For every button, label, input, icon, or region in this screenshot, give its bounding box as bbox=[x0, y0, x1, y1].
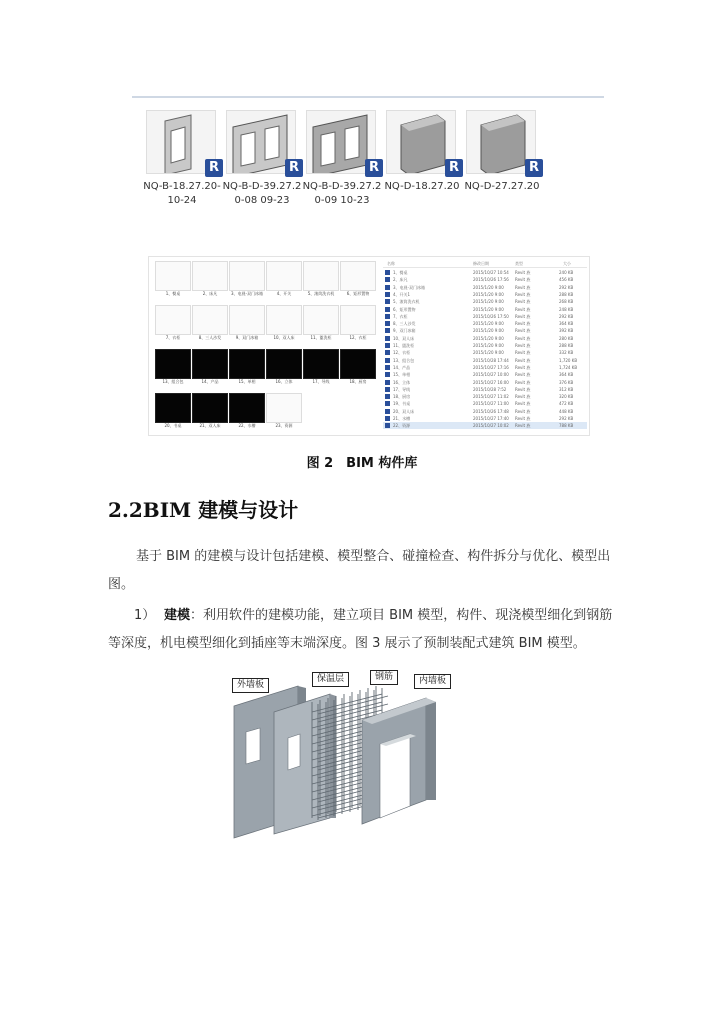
row-name: 12、衣柜 bbox=[393, 350, 411, 356]
row-date: 2015/1/20 9:00 bbox=[473, 291, 504, 297]
library-item-preview bbox=[340, 305, 376, 335]
library-item-label: 11、盥洗柜 bbox=[310, 335, 332, 340]
row-type: Revit 族 bbox=[515, 372, 531, 378]
revit-file-icon bbox=[385, 350, 390, 355]
row-date: 2015/10/27 10:00 bbox=[473, 372, 509, 378]
revit-file-thumbnail[interactable] bbox=[378, 104, 468, 224]
library-item-preview bbox=[340, 261, 376, 291]
file-list-row[interactable] bbox=[383, 386, 587, 393]
row-name: 17、导线 bbox=[393, 386, 411, 392]
modeling-text: ：利用软件的建模功能，建立项目 BIM 模型，构件、现浇模型细化到钢筋等深度，机电模型细化到插座等末端深度。图 3 展示了预制装配式建筑 BIM 模型。 bbox=[108, 608, 613, 651]
library-item[interactable] bbox=[340, 261, 376, 303]
revit-file-icon bbox=[385, 307, 390, 312]
revit-file-icon bbox=[385, 277, 390, 282]
file-name: NQ-B-18.27.20- 10-24 bbox=[143, 181, 221, 206]
revit-file-strip bbox=[132, 96, 604, 230]
library-item-preview bbox=[155, 305, 191, 335]
row-size: 268 KB bbox=[559, 299, 574, 305]
row-date: 2015/10/26 17:56 bbox=[473, 277, 509, 283]
row-date: 2015/1/20 9:00 bbox=[473, 284, 504, 290]
revit-file-thumbnail[interactable] bbox=[458, 104, 548, 224]
row-date: 2015/1/20 9:00 bbox=[473, 343, 504, 348]
revit-family-icon: R bbox=[285, 159, 303, 177]
library-item[interactable] bbox=[340, 305, 376, 347]
row-type: Revit 族 bbox=[515, 270, 531, 275]
row-name: 7、衣柜 bbox=[393, 313, 408, 319]
library-item-label: 23、资源 bbox=[275, 423, 293, 428]
library-item-label: 2、床凡 bbox=[202, 291, 218, 296]
row-name: 1、餐桌 bbox=[393, 270, 408, 275]
library-item-preview bbox=[155, 261, 191, 291]
row-name: 11、盥洗柜 bbox=[393, 343, 415, 348]
row-type: Revit 族 bbox=[515, 291, 531, 297]
revit-family-icon: R bbox=[365, 159, 383, 177]
library-item-label: 7、衣柜 bbox=[165, 335, 181, 340]
revit-file-icon bbox=[385, 270, 390, 275]
revit-file-icon bbox=[385, 299, 390, 304]
library-item-preview bbox=[192, 393, 228, 423]
library-item-label: 10、双人床 bbox=[273, 335, 295, 340]
row-size: 364 KB bbox=[559, 321, 574, 327]
label-rebar: 钢筋 bbox=[370, 670, 398, 685]
row-type: Revit 族 bbox=[515, 335, 531, 341]
row-date: 2015/10/27 10:54 bbox=[473, 270, 509, 275]
file-list-row[interactable] bbox=[383, 276, 587, 283]
revit-file-icon bbox=[385, 387, 390, 392]
library-item-label: 4、开关 bbox=[276, 291, 292, 296]
row-type: Revit 族 bbox=[515, 328, 531, 334]
library-item-label: 15、单相 bbox=[238, 379, 256, 384]
row-name: 9、双门冰箱 bbox=[393, 328, 416, 334]
row-size: 448 KB bbox=[559, 408, 574, 414]
library-item-preview bbox=[229, 349, 265, 379]
term-modeling: 建模 bbox=[164, 608, 191, 623]
family-preview bbox=[226, 110, 299, 175]
revit-file-icon bbox=[385, 343, 390, 348]
library-item-preview bbox=[229, 261, 265, 291]
file-list-row[interactable] bbox=[383, 415, 587, 422]
label-outer-wall: 外墙板 bbox=[232, 678, 269, 693]
library-item-preview bbox=[303, 305, 339, 335]
revit-family-icon: R bbox=[525, 159, 543, 177]
row-type: Revit 族 bbox=[515, 306, 531, 312]
library-item[interactable] bbox=[192, 393, 228, 435]
row-type: Revit 族 bbox=[515, 394, 531, 400]
library-item-label: 16、立体 bbox=[275, 379, 293, 384]
row-size: 392 KB bbox=[559, 328, 574, 334]
row-size: 292 KB bbox=[559, 313, 574, 319]
col-name[interactable]: 名称 bbox=[387, 261, 395, 266]
file-list-row[interactable] bbox=[383, 393, 587, 400]
row-date: 2015/10/26 17:48 bbox=[473, 408, 509, 414]
col-type[interactable]: 类型 bbox=[515, 261, 523, 266]
row-size: 292 KB bbox=[559, 284, 574, 290]
row-size: 1,724 KB bbox=[559, 364, 578, 370]
revit-file-icon bbox=[385, 423, 390, 428]
library-item-preview bbox=[229, 305, 265, 335]
row-type: Revit 族 bbox=[515, 299, 531, 305]
file-list-row[interactable] bbox=[383, 291, 587, 298]
row-type: Revit 族 bbox=[515, 408, 531, 414]
row-date: 2015/10/27 17:40 bbox=[473, 416, 509, 421]
library-item-preview bbox=[192, 305, 228, 335]
row-size: 320 KB bbox=[559, 394, 574, 400]
library-item[interactable] bbox=[229, 349, 265, 391]
row-size: 312 KB bbox=[559, 386, 574, 392]
library-item-label: 1、餐桌 bbox=[165, 291, 181, 296]
col-date[interactable]: 修改日期 bbox=[473, 261, 489, 266]
revit-file-icon bbox=[385, 358, 390, 363]
revit-family-icon: R bbox=[205, 159, 223, 177]
revit-file-icon bbox=[385, 292, 390, 297]
file-list-row[interactable] bbox=[383, 269, 587, 276]
file-name: NQ-B-D-39.27.2 0-08 09-23 bbox=[222, 181, 302, 206]
library-item-label: 14、产品 bbox=[201, 379, 219, 384]
row-size: 1,720 KB bbox=[559, 357, 578, 363]
revit-file-icon bbox=[385, 336, 390, 341]
row-size: 332 KB bbox=[559, 350, 574, 356]
row-size: 788 KB bbox=[559, 423, 574, 429]
row-size: 240 KB bbox=[559, 270, 574, 275]
revit-file-icon bbox=[385, 394, 390, 399]
row-name: 14、产品 bbox=[393, 364, 411, 370]
col-size[interactable]: 大小 bbox=[563, 261, 571, 266]
section-heading: 2.2BIM 建模与设计 bbox=[108, 498, 299, 522]
revit-file-thumbnail[interactable] bbox=[298, 104, 388, 224]
revit-file-icon bbox=[385, 380, 390, 385]
revit-file-icon bbox=[385, 372, 390, 377]
row-name: 19、书桌 bbox=[393, 401, 411, 407]
family-preview bbox=[306, 110, 379, 175]
library-item-label: 3、电视-双门冰箱 bbox=[231, 291, 263, 296]
library-item-label: 8、三人沙发 bbox=[198, 335, 222, 340]
label-insulation: 保温层 bbox=[312, 672, 349, 687]
row-type: Revit 族 bbox=[515, 401, 531, 407]
file-name: NQ-B-D-39.27.2 0-09 10-23 bbox=[302, 181, 382, 206]
file-list-row[interactable] bbox=[383, 364, 587, 371]
library-item-preview bbox=[266, 305, 302, 335]
library-item-label: 5、滚筒洗衣机 bbox=[307, 291, 335, 296]
wall-layers-drawing bbox=[230, 668, 470, 848]
library-item-preview bbox=[192, 261, 228, 291]
row-name: 4、开关1 bbox=[393, 291, 411, 297]
library-item[interactable] bbox=[192, 349, 228, 391]
row-type: Revit 族 bbox=[515, 350, 531, 356]
row-name: 13、组合包 bbox=[393, 357, 415, 363]
row-date: 2015/10/27 11:00 bbox=[473, 401, 509, 407]
file-list-row[interactable] bbox=[383, 284, 587, 291]
library-item[interactable] bbox=[229, 393, 265, 435]
row-type: Revit 族 bbox=[515, 386, 531, 392]
row-type: Revit 族 bbox=[515, 416, 531, 421]
library-icon-grid bbox=[153, 259, 381, 433]
library-item-label: 12、衣柜 bbox=[349, 335, 367, 340]
row-type: Revit 族 bbox=[515, 357, 531, 363]
row-type: Revit 族 bbox=[515, 313, 531, 319]
row-type: Revit 族 bbox=[515, 423, 531, 429]
row-size: 288 KB bbox=[559, 291, 574, 297]
library-item[interactable] bbox=[155, 261, 191, 303]
library-item[interactable] bbox=[303, 261, 339, 303]
revit-file-icon bbox=[385, 314, 390, 319]
library-item-preview bbox=[229, 393, 265, 423]
file-list-row[interactable] bbox=[383, 400, 587, 407]
revit-file-icon bbox=[385, 321, 390, 326]
revit-file-icon bbox=[385, 409, 390, 414]
file-list-row[interactable] bbox=[383, 335, 587, 342]
row-type: Revit 族 bbox=[515, 277, 531, 283]
row-name: 8、三人沙发 bbox=[393, 321, 416, 327]
row-date: 2015/10/27 11:02 bbox=[473, 394, 509, 400]
library-item-label: 20、书桌 bbox=[164, 423, 182, 428]
library-item-label: 13、组合包 bbox=[162, 379, 184, 384]
file-list-row[interactable] bbox=[383, 349, 587, 356]
library-item-label: 22、水槽 bbox=[238, 423, 256, 428]
revit-file-icon bbox=[385, 416, 390, 421]
library-item[interactable] bbox=[155, 393, 191, 435]
row-date: 2015/10/28 17:44 bbox=[473, 357, 509, 363]
library-item-preview bbox=[266, 393, 302, 423]
library-item-preview bbox=[340, 349, 376, 379]
row-name: 10、双人床 bbox=[393, 335, 415, 341]
revit-file-icon bbox=[385, 401, 390, 406]
library-item[interactable] bbox=[266, 261, 302, 303]
row-size: 376 KB bbox=[559, 379, 574, 385]
row-name: 6、矩形置物 bbox=[393, 306, 416, 312]
file-list-row[interactable] bbox=[383, 298, 587, 305]
row-size: 288 KB bbox=[559, 343, 574, 348]
row-date: 2015/1/20 9:00 bbox=[473, 306, 504, 312]
library-item-label: 9、双门冰箱 bbox=[235, 335, 259, 340]
library-item-label: 21、双人床 bbox=[199, 423, 221, 428]
family-preview bbox=[146, 110, 219, 175]
library-item[interactable] bbox=[155, 349, 191, 391]
row-type: Revit 族 bbox=[515, 364, 531, 370]
library-item-preview bbox=[155, 349, 191, 379]
library-item-label: 17、导线 bbox=[312, 379, 330, 384]
list-number: 1） bbox=[134, 608, 156, 623]
figure-2-caption: 图 2 BIM 构件库 bbox=[306, 456, 418, 471]
row-date: 2015/1/20 9:00 bbox=[473, 328, 504, 334]
row-name: 3、电视-双门冰箱 bbox=[393, 284, 425, 290]
file-list-row[interactable] bbox=[383, 327, 587, 334]
file-list-row[interactable] bbox=[383, 422, 587, 429]
library-item[interactable] bbox=[303, 349, 339, 391]
row-date: 2015/1/20 9:00 bbox=[473, 350, 504, 356]
row-size: 456 KB bbox=[559, 277, 574, 283]
paragraph-intro: 基于 BIM 的建模与设计包括建模、模型整合、碰撞检查、构件拆分与优化、模型出图。 bbox=[108, 549, 611, 592]
library-item[interactable] bbox=[229, 261, 265, 303]
row-date: 2015/10/27 17:16 bbox=[473, 364, 509, 370]
file-list-row[interactable] bbox=[383, 357, 587, 364]
row-name: 2、床凡 bbox=[393, 277, 408, 283]
library-item-preview bbox=[266, 349, 302, 379]
library-item[interactable] bbox=[155, 305, 191, 347]
row-date: 2015/10/27 16:00 bbox=[473, 379, 509, 385]
row-size: 248 KB bbox=[559, 306, 574, 312]
library-item[interactable] bbox=[266, 305, 302, 347]
row-date: 2015/10/28 7:52 bbox=[473, 386, 507, 392]
file-list-row[interactable] bbox=[383, 320, 587, 327]
row-name: 5、滚筒洗衣机 bbox=[393, 299, 420, 305]
library-item[interactable] bbox=[340, 349, 376, 391]
file-list-row[interactable] bbox=[383, 408, 587, 415]
family-preview bbox=[466, 110, 539, 175]
row-name: 15、单相 bbox=[393, 372, 411, 378]
library-file-list bbox=[383, 259, 587, 433]
revit-file-icon bbox=[385, 328, 390, 333]
row-name: 20、双人床 bbox=[393, 408, 415, 414]
exploded-wall-diagram bbox=[230, 668, 470, 848]
library-item[interactable] bbox=[192, 261, 228, 303]
row-name: 16、立体 bbox=[393, 379, 411, 385]
file-list-header bbox=[383, 259, 587, 268]
row-type: Revit 族 bbox=[515, 321, 531, 327]
inner-wall-panel bbox=[362, 698, 436, 824]
file-list-row[interactable] bbox=[383, 371, 587, 378]
family-preview bbox=[386, 110, 459, 175]
library-item-preview bbox=[266, 261, 302, 291]
row-size: 292 KB bbox=[559, 416, 574, 421]
row-date: 2015/1/20 9:00 bbox=[473, 321, 504, 327]
row-type: Revit 族 bbox=[515, 379, 531, 385]
library-item-preview bbox=[155, 393, 191, 423]
file-name: NQ-D-18.27.20 bbox=[384, 181, 460, 192]
row-type: Revit 族 bbox=[515, 343, 531, 348]
row-date: 2015/10/26 17:50 bbox=[473, 313, 509, 319]
row-date: 2015/1/20 9:00 bbox=[473, 299, 504, 305]
library-item-label: 18、厨房 bbox=[349, 379, 367, 384]
file-name: NQ-D-27.27.20 bbox=[464, 181, 540, 192]
library-item-preview bbox=[192, 349, 228, 379]
library-item[interactable] bbox=[303, 305, 339, 347]
file-list-row[interactable] bbox=[383, 306, 587, 313]
row-size: 364 KB bbox=[559, 372, 574, 378]
library-item[interactable] bbox=[266, 393, 302, 435]
row-size: 472 KB bbox=[559, 401, 574, 407]
row-date: 2015/10/27 10:02 bbox=[473, 423, 509, 429]
file-list-row[interactable] bbox=[383, 379, 587, 386]
revit-family-icon: R bbox=[445, 159, 463, 177]
library-item-label: 6、矩形置物 bbox=[346, 291, 370, 296]
revit-file-icon bbox=[385, 285, 390, 290]
library-item[interactable] bbox=[192, 305, 228, 347]
component-library-image bbox=[148, 256, 590, 436]
row-name: 22、资源 bbox=[393, 423, 411, 429]
file-list-row[interactable] bbox=[383, 313, 587, 320]
row-type: Revit 族 bbox=[515, 284, 531, 290]
row-name: 18、厨房 bbox=[393, 394, 411, 400]
row-size: 280 KB bbox=[559, 335, 574, 341]
library-item-preview bbox=[303, 261, 339, 291]
library-item[interactable] bbox=[266, 349, 302, 391]
label-inner-wall: 内墙板 bbox=[414, 674, 451, 689]
library-item[interactable] bbox=[229, 305, 265, 347]
revit-file-icon bbox=[385, 365, 390, 370]
library-item-preview bbox=[303, 349, 339, 379]
row-date: 2015/1/20 9:00 bbox=[473, 335, 504, 341]
row-name: 21、水槽 bbox=[393, 416, 411, 421]
file-list-row[interactable] bbox=[383, 342, 587, 349]
paragraph-modeling bbox=[108, 602, 616, 658]
